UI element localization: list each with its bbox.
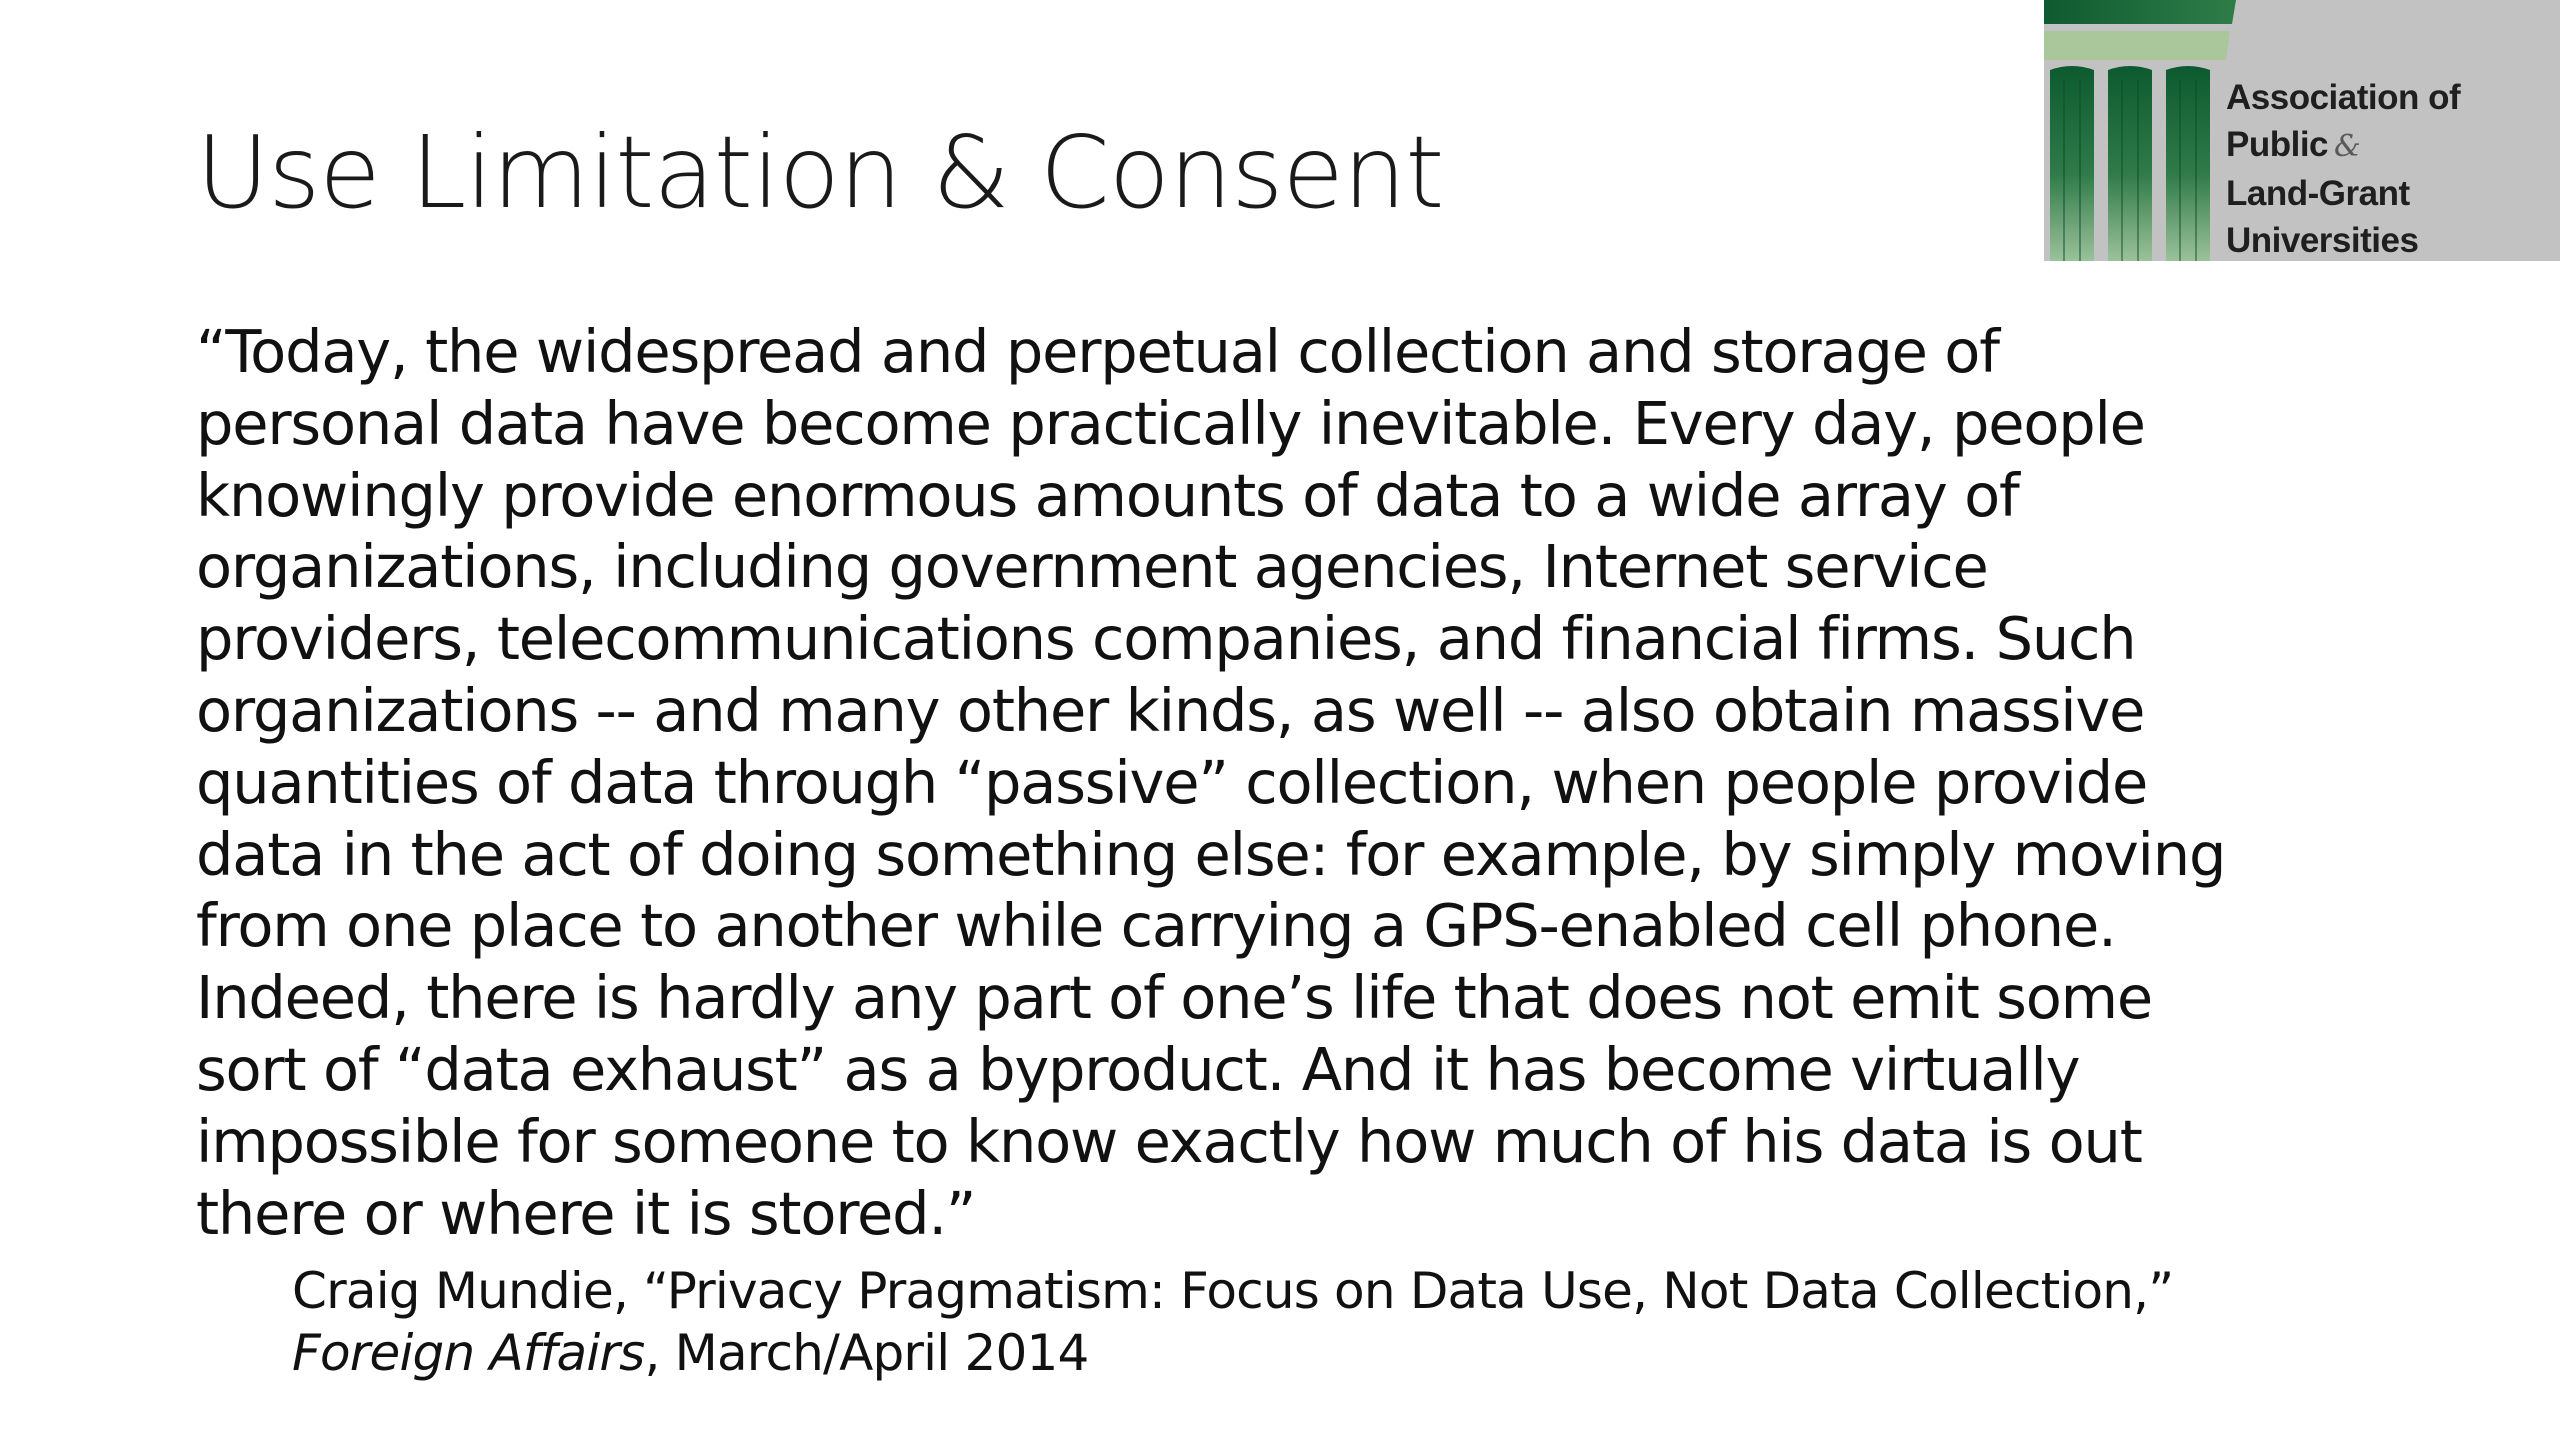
logo-line-4: Universities	[2226, 221, 2419, 260]
quote-line: there or where it is stored.”	[196, 1178, 976, 1248]
quote-line: sort of “data exhaust” as a byproduct. And it has become virtually	[196, 1034, 2080, 1104]
quote-line: data in the act of doing something else: for example, by simply moving	[196, 819, 2226, 889]
quote-body	[196, 316, 2546, 1249]
quote-line: organizations -- and many other kinds, as well -- also obtain massive	[196, 675, 2145, 745]
logo-wordmark	[2226, 74, 2560, 261]
quote-line: knowingly provide enormous amounts of data to a wide array of	[196, 460, 2019, 530]
quote-line: providers, telecommunications companies, and financial firms. Such	[196, 604, 2136, 674]
slide-title: Use Limitation & Consent	[196, 114, 1444, 231]
logo-line-2-text: Public	[2226, 125, 2329, 164]
citation-source	[292, 1322, 2542, 1384]
quote-line: personal data have become practically inevitable. Every day, people	[196, 388, 2145, 458]
quote-line: quantities of data through “passive” collection, when people provide	[196, 747, 2148, 817]
citation-author-title: Craig Mundie, “Privacy Pragmatism: Focus on Data Use, Not Data Collection,”	[292, 1262, 2174, 1320]
aplu-logo	[2044, 0, 2560, 261]
quote-line: organizations, including government agencies, Internet service	[196, 532, 1988, 602]
logo-line-2	[2226, 121, 2560, 170]
quote-line: impossible for someone to know exactly how much of his data is out	[196, 1106, 2142, 1176]
logo-line-1: Association of	[2226, 78, 2461, 117]
quote-line: Indeed, there is hardly any part of one’s life that does not emit some	[196, 963, 2152, 1033]
citation-date: , March/April 2014	[644, 1324, 1089, 1382]
logo-line-3: Land-Grant	[2226, 174, 2410, 213]
quote-line: “Today, the widespread and perpetual collection and storage of	[196, 317, 1999, 386]
citation-publication: Foreign Affairs	[292, 1324, 645, 1382]
quote-line: from one place to another while carrying a GPS-enabled cell phone.	[196, 891, 2116, 961]
quote-citation	[292, 1260, 2542, 1384]
logo-ampersand: &	[2334, 129, 2361, 164]
